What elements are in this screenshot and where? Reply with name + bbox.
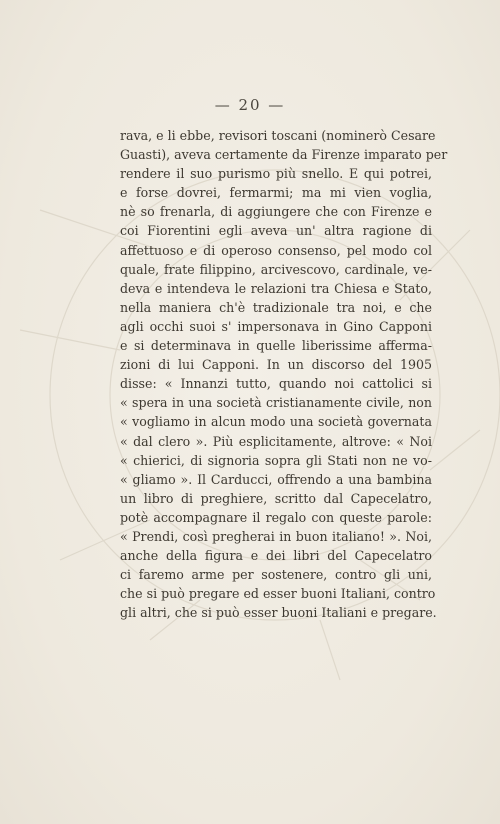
text-line: deva e intendeva le relazioni tra Chiesa e Stato, — [120, 280, 432, 296]
page-number: — 20 — — [214, 96, 286, 114]
text-line: e forse dovrei, fermarmi; ma mi vien voglia, — [120, 185, 432, 201]
text-line: disse: « Innanzi tutto, quando noi cattolici si — [120, 376, 432, 392]
text-line: « chierici, di signoria sopra gli Stati non ne vo- — [120, 452, 432, 468]
text-line: ci faremo arme per sostenere, contro gli uni, — [120, 567, 432, 583]
text-line: zioni di lui Capponi. In un discorso del 1905 — [120, 357, 432, 373]
text-line: nella maniera ch'è tradizionale tra noi, e che — [120, 299, 432, 315]
text-line: « spera in una società cristianamente civile, non — [120, 395, 432, 411]
text-line: « Prendi, così pregherai in buon italiano! ». Noi, — [120, 528, 432, 544]
text-line: « dal clero ». Più esplicitamente, altrove: « Noi — [120, 433, 432, 449]
text-line: coi Fiorentini egli aveva un' altra ragione di — [120, 223, 432, 239]
text-line: gli altri, che si può esser buoni Italiani e pregare. — [120, 605, 437, 621]
text-line: potè accompagnare il regalo con queste parole: — [120, 509, 432, 525]
text-line: rendere il suo purismo più snello. E qui potrei, — [120, 166, 432, 182]
text-line: « vogliamo in alcun modo una società governata — [120, 414, 432, 430]
text-line: e si determinava in quelle liberissime afferma- — [120, 338, 432, 354]
text-line: anche della figura e dei libri del Capecelatro — [120, 548, 432, 564]
body-text — [120, 126, 448, 622]
text-line: agli occhi suoi s' impersonava in Gino Capponi — [120, 318, 432, 334]
text-line: Guasti), aveva certamente da Firenze imparato per — [120, 147, 448, 163]
text-line: quale, frate filippino, arcivescovo, cardinale, ve- — [120, 261, 432, 277]
text-line: « gliamo ». Il Carducci, offrendo a una bambina — [120, 471, 432, 487]
text-line: un libro di preghiere, scritto dal Capecelatro, — [120, 490, 432, 506]
text-line: che si può pregare ed esser buoni Italiani, contro — [120, 586, 436, 602]
text-line: nè so frenarla, di aggiungere che con Firenze e — [120, 204, 432, 220]
text-line: rava, e li ebbe, revisori toscani (nominerò Cesare — [120, 128, 436, 143]
text-line: affettuoso e di operoso consenso, pel modo col — [120, 242, 432, 258]
